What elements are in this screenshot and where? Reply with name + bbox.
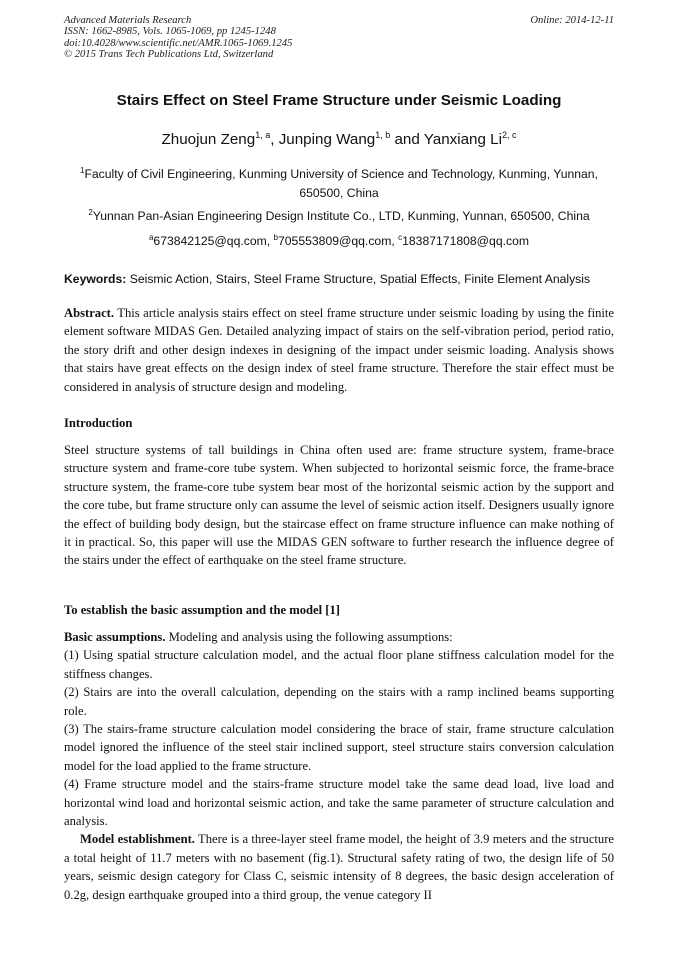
- author-name: Zhuojun Zeng: [161, 131, 256, 148]
- email-marker: b: [273, 233, 278, 242]
- assumption-item: (3) The stairs-frame structure calculation model considering the brace of stair, frame structure calculation model ignored the influence of the steel stair inclined support, steel structure stairs conversion calculation model for the load applied to the frame structure.: [64, 722, 614, 773]
- introduction-paragraph: Steel structure systems of tall buildings in China often used are: frame structure system, frame-brace structure system and frame-core tube system. When subjected to horizontal seismic force, the frame-brace structure system, the frame-core tube system bear most of the horizontal seismic action by the support and the core tube, but frame structure only can assume the level of seismic action itself. Designers usually ignore the effect of building body design, but the staircase effect on frame structure influence can make nothing of it in practical. So, this paper will use the MIDAS GEN software to further research the influence degree of the stairs under the effect of earthquake on the steel frame structure.: [64, 443, 614, 568]
- model-section-body: [64, 628, 614, 904]
- email-marker: c: [398, 233, 403, 242]
- model-establishment-paragraph: [64, 830, 614, 904]
- author-separator: and: [390, 131, 424, 148]
- affiliation-text: Faculty of Civil Engineering, Kunming University of Science and Technology, Kunming, Yunnan, 650500, China: [84, 167, 598, 200]
- journal-copyright: © 2015 Trans Tech Publications Ltd, Switzerland: [64, 49, 274, 61]
- abstract-paragraph: [64, 304, 614, 396]
- affiliation-marker: 1: [80, 166, 85, 175]
- email-address: 673842125@qq.com,: [153, 234, 274, 248]
- author-emails: [60, 232, 618, 251]
- author-name: Junping Wang: [278, 131, 376, 148]
- author-affiliation-marker: 1, b: [375, 130, 391, 140]
- author-separator: ,: [270, 131, 279, 148]
- journal-name: Advanced Materials Research: [64, 15, 192, 26]
- keywords-label: Keywords:: [64, 272, 127, 286]
- journal-issn: ISSN: 1662-8985, Vols. 1065-1069, pp 1245-1248: [64, 26, 276, 38]
- assumption-item: (2) Stairs are into the overall calculation, depending on the stairs with a ramp inclined beams supporting role.: [64, 685, 614, 718]
- assumption-item: (1) Using spatial structure calculation model, and the actual floor plane stiffness calculation model for the stiffness changes.: [64, 648, 614, 681]
- model-establishment-text: There is a three-layer steel frame model, the height of 3.9 meters and the structure a total height of 11.7 meters with no basement (fig.1). Structural safety rating of two, the design life of 50 years, seismic design category for Class C, seismic intensity of 8 degrees, the basic design acceleration of 0.2g, design earthquake grouped into a third group, the venue category II: [64, 832, 614, 902]
- keywords-text: Seismic Action, Stairs, Steel Frame Structure, Spatial Effects, Finite Element Analysis: [126, 272, 591, 286]
- email-address: 18387171808@qq.com: [402, 234, 530, 248]
- author-affiliation-marker: 1, a: [255, 130, 271, 140]
- email-marker: a: [148, 233, 154, 242]
- online-date: Online: 2014-12-11: [530, 15, 614, 26]
- affiliation-text: Yunnan Pan-Asian Engineering Design Institute Co., LTD, Kunming, Yunnan, 650500, China: [92, 209, 590, 223]
- journal-header: [64, 15, 292, 61]
- keywords-line: [64, 272, 624, 286]
- abstract-label: Abstract.: [64, 306, 115, 320]
- paper-title: Stairs Effect on Steel Frame Structure under Seismic Loading: [116, 92, 562, 109]
- affiliation-2: [60, 207, 618, 226]
- basic-assumptions-text: Modeling and analysis using the following assumptions:: [165, 630, 453, 644]
- journal-doi: doi:10.4028/www.scientific.net/AMR.1065-1069.1245: [64, 37, 293, 49]
- assumption-item: (4) Frame structure model and the stairs-frame structure model take the same dead load, live load and horizontal wind load and horizontal seismic action, and take the same parameter of structure calculation and analysis.: [64, 777, 614, 829]
- author-affiliation-marker: 2, c: [502, 130, 517, 140]
- abstract-text: This article analysis stairs effect on steel frame structure under seismic loading by using the finite element software MIDAS Gen. Detailed analyzing impact of stairs on the self-vibration period, period ratio, the story drift and other design indexes in designing of the impact under seismic loading. Analysis shows that stairs have great effects on the design index of steel frame structure. Therefore the stair effect must be considered in analysis of structure design and modeling.: [64, 306, 614, 394]
- email-address: 705553809@qq.com,: [278, 234, 399, 248]
- affiliation-1: [60, 165, 618, 203]
- basic-assumptions-label: Basic assumptions.: [64, 630, 166, 644]
- basic-assumptions-line: [64, 628, 614, 646]
- model-establishment-label: Model establishment.: [80, 832, 195, 847]
- author-name: Yanxiang Li: [423, 131, 502, 148]
- affiliation-marker: 2: [88, 208, 93, 217]
- section-heading: To establish the basic assumption and the model [1]: [64, 603, 340, 617]
- introduction-heading: Introduction: [64, 416, 133, 430]
- author-list: [30, 131, 648, 148]
